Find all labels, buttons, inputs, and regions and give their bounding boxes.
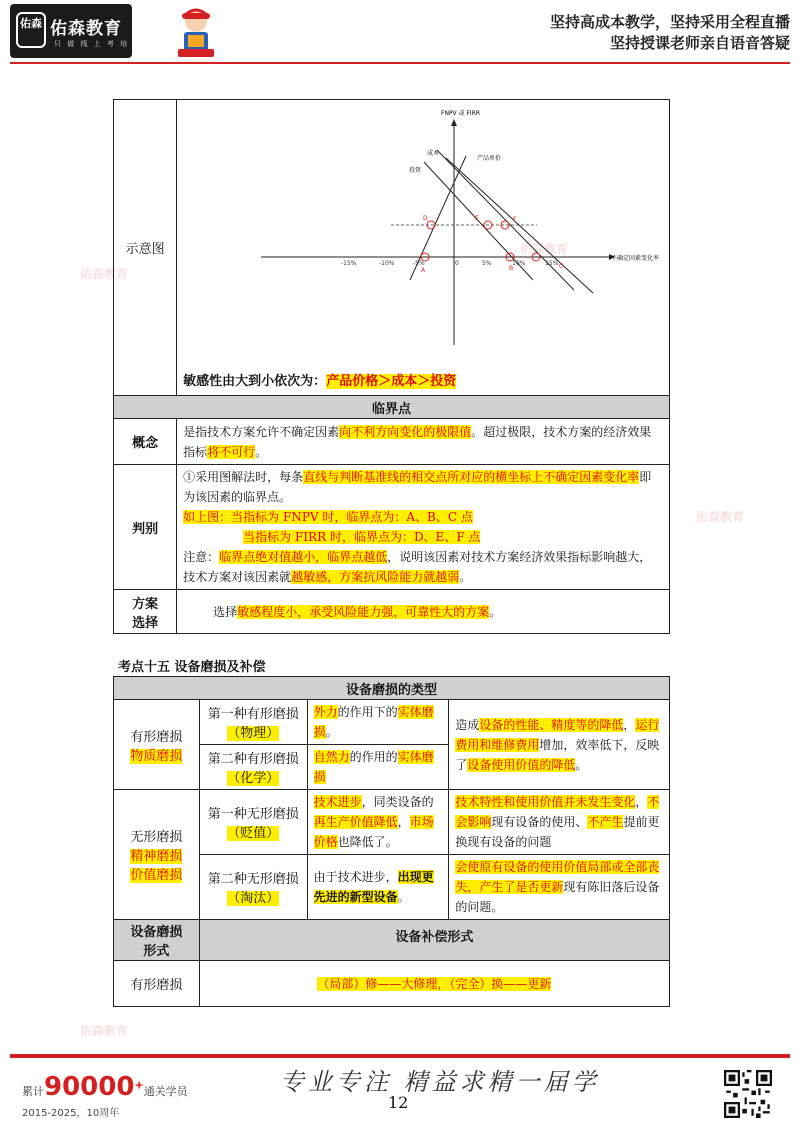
mascot-icon: [172, 5, 220, 59]
header-tagline: [550, 12, 790, 54]
desc-part: ，同类设备的: [361, 795, 434, 809]
ranking-value: 产品价格＞成本＞投资: [326, 374, 457, 389]
effect-highlight: 运行费用和维修费用: [455, 717, 660, 752]
logo-slogan: 只 做 线 上 考 培: [54, 40, 130, 48]
line-label-cost: 成本: [427, 150, 440, 157]
footer-stats: [22, 1072, 188, 1119]
judge-firr-points: 当指标为 FIRR 时，临界点为：D、E、F 点: [243, 530, 481, 544]
stats-suffix: 通关学员: [143, 1085, 188, 1098]
tangible-type-1: [199, 700, 307, 745]
wear-type-name: 第一种无形磨损: [207, 807, 299, 822]
effect-part: ，: [623, 717, 636, 732]
line-label-investment: 投资: [409, 167, 422, 174]
sensitivity-diagram: [179, 100, 659, 370]
brand-logo: [10, 4, 132, 58]
desc-highlight: 技术进步: [313, 795, 362, 809]
desc-part: ，: [397, 815, 410, 829]
tangible-type-2-desc: [307, 745, 449, 790]
choice-label-line: 方案: [132, 596, 159, 612]
sensitivity-ranking: [177, 370, 669, 389]
wear-type-tag: （贬值）: [227, 826, 280, 841]
point-label-c: C: [559, 263, 564, 270]
effect-highlight: 技术特性和使用价值并未发生变化: [455, 795, 636, 809]
point-label-e: E: [475, 215, 479, 222]
concept-text: [177, 419, 670, 465]
judge-part: ，说明该因素对技术方案经济效果指标影响越大，技术方案对该因素就: [183, 550, 652, 584]
desc-part: 由于技术进步，: [313, 870, 398, 884]
concept-highlight: 将不可行: [207, 444, 256, 459]
compensation-form-label: [114, 920, 200, 961]
wear-type-tag: （物理）: [227, 726, 280, 741]
choice-part: 。: [489, 604, 502, 619]
qr-code-icon: [724, 1070, 772, 1118]
footer-divider: [10, 1054, 790, 1058]
watermark: 佑森教育: [80, 1024, 129, 1038]
judge-highlight: 临界点绝对值越小，临界点越低: [219, 550, 388, 564]
effect-highlight: 设备的性能、精度等的降低: [479, 717, 624, 732]
stats-plus: +: [134, 1078, 144, 1092]
wear-type-name: 第二种有形磨损: [207, 752, 299, 767]
judge-highlight: 直线与判断基准线的相交点所对应的横坐标上不确定因素变化率: [303, 470, 640, 484]
section-title: 考点十五 设备磨损及补偿: [118, 660, 266, 675]
effect-highlight: 设备使用价值的降低: [467, 757, 576, 772]
point-label-f: F: [513, 216, 517, 223]
concept-highlight: 向不利方向变化的极限值: [339, 424, 472, 439]
x-tick: -15%: [341, 260, 357, 267]
wear-types-header: 设备磨损的类型: [114, 677, 670, 700]
x-tick-labels: [341, 260, 559, 267]
watermark: 佑森教育: [80, 267, 129, 281]
sensitivity-table: [113, 99, 670, 634]
equipment-wear-table: [113, 676, 670, 1007]
effect-part: 现有设备的使用、: [491, 815, 588, 829]
desc-highlight: 实体磨损: [313, 705, 434, 739]
judge-part: 。: [459, 570, 472, 584]
judge-fnpv-points: 如上图：当指标为 FNPV 时，临界点为：A、B、C 点: [183, 510, 473, 524]
intangible-label-text: 无形磨损: [130, 830, 183, 845]
intangible-type-1-effect: [449, 790, 670, 855]
effect-part: ，: [635, 795, 648, 809]
intangible-alias: 价值磨损: [130, 868, 183, 883]
judge-part: ①采用图解法时，每条: [183, 470, 304, 484]
desc-part: 也降低了。: [337, 835, 398, 849]
desc-highlight: 外力: [313, 705, 338, 719]
effect-part: 提前更换现有设备的问题: [455, 815, 660, 849]
logo-name: 佑森教育: [50, 19, 122, 39]
effect-part: 增加，效率低下，反映了: [455, 737, 660, 772]
tangible-type-1-desc: [307, 700, 449, 745]
desc-part: 的作用下的: [337, 705, 398, 719]
stats-number: 90000: [44, 1072, 135, 1102]
x-tick: 0: [455, 260, 459, 267]
comp-row-value-cell: [199, 961, 669, 1007]
x-tick: -5%: [413, 260, 425, 267]
page-number: 12: [388, 1093, 409, 1112]
desc-highlight: 市场价格: [313, 815, 434, 849]
y-axis-label: FNPV 或 FIRR: [441, 110, 481, 117]
judge-highlight: 越敏感，方案抗风险能力就越弱: [291, 570, 460, 584]
concept-label: 概念: [114, 419, 177, 465]
effect-part: 现有陈旧落后设备的问题。: [455, 880, 660, 914]
wear-type-tag: （淘汰）: [227, 891, 280, 906]
choice-text: [177, 590, 670, 634]
judge-text: [177, 465, 670, 590]
concept-part: 。: [255, 444, 268, 459]
x-axis-label: 不确定因素变化率: [611, 255, 660, 262]
intangible-label: [114, 790, 200, 920]
desc-part: 。: [325, 725, 338, 739]
choice-part: 选择: [213, 604, 238, 619]
choice-label-line: 选择: [132, 615, 159, 631]
effect-highlight: 不会影响: [455, 795, 660, 829]
point-label-a: A: [421, 267, 426, 274]
stats-prefix: 累计: [22, 1085, 44, 1098]
compensation-header: 设备补偿形式: [199, 920, 669, 961]
cost-line: [437, 150, 574, 290]
desc-part: 的作用的: [349, 750, 398, 764]
intangible-type-2-desc: [307, 855, 449, 920]
point-label-b: B: [509, 265, 514, 272]
desc-highlight: 实体磨损: [313, 750, 434, 784]
effect-part: 造成: [455, 717, 480, 732]
tangible-effect: [449, 700, 670, 790]
logo-seal: 佑森: [16, 12, 46, 48]
desc-highlight: 自然力: [313, 750, 350, 764]
wear-type-name: 第二种无形磨损: [207, 872, 299, 887]
intangible-type-1: [199, 790, 307, 855]
effect-highlight: 不产生: [587, 815, 624, 829]
intangible-alias: 精神磨损: [130, 849, 183, 864]
price-line: [446, 158, 593, 293]
x-tick: 15%: [545, 260, 559, 267]
tangible-alias: 物质磨损: [130, 748, 183, 764]
diagram-label: 示意图: [114, 100, 177, 396]
concept-part: 。超过极限，技术方案的经济效果指标: [183, 424, 652, 459]
watermark: 佑森教育: [520, 242, 569, 256]
judge-part: 注意：: [183, 550, 220, 564]
concept-part: 是指技术方案允许不确定因素: [183, 424, 340, 439]
intangible-type-2-effect: [449, 855, 670, 920]
desc-highlight: 再生产价值降低: [313, 815, 398, 829]
page-header: [0, 0, 800, 62]
x-tick: 10%: [512, 260, 526, 267]
wear-type-name: 第一种有形磨损: [207, 707, 299, 722]
critical-point-header: 临界点: [114, 396, 670, 419]
x-tick: -10%: [379, 260, 395, 267]
intangible-type-1-desc: [307, 790, 449, 855]
comp-row-label: 有形磨损: [114, 961, 200, 1007]
ranking-prefix: 敏感性由大到小依次为：: [183, 374, 327, 389]
watermark: 佑森教育: [696, 510, 745, 524]
stats-years: 2015-2025，10周年: [22, 1108, 120, 1119]
tangible-label-text: 有形磨损: [130, 729, 183, 745]
line-label-price: 产品单价: [477, 155, 502, 162]
wear-type-tag: （化学）: [227, 771, 280, 786]
judge-part: 即为该因素的临界点。: [183, 470, 652, 504]
tangible-label: [114, 700, 200, 790]
effect-part: 。: [575, 757, 588, 772]
tangible-type-2: [199, 745, 307, 790]
x-tick: 5%: [482, 260, 492, 267]
diagram-cell: [177, 100, 670, 396]
choice-label: [114, 590, 177, 634]
footer-motto: 专业专注 精益求精一届学: [280, 1068, 600, 1096]
intangible-type-2: [199, 855, 307, 920]
desc-highlight: 出现更先进的新型设备: [313, 870, 434, 904]
judge-label: 判别: [114, 465, 177, 590]
tagline-line-1: 坚持高成本教学，坚持采用全程直播: [549, 13, 790, 31]
point-label-d: D: [423, 215, 428, 222]
effect-highlight: 会使原有设备的使用价值局部或全部丧失，产生了是否更新: [455, 860, 660, 894]
y-axis-arrow: [451, 119, 457, 126]
desc-part: 。: [397, 890, 410, 904]
comp-label-line: 形式: [143, 944, 170, 959]
comp-label-line: 设备磨损: [130, 925, 183, 940]
tagline-line-2: 坚持授课老师亲自语音答疑: [609, 34, 790, 52]
header-divider: [10, 62, 790, 64]
choice-highlight: 敏感程度小，承受风险能力强，可靠性大的方案: [237, 604, 490, 619]
comp-row-value: （局部）修——大修理，（完全）换——更新: [317, 976, 552, 991]
